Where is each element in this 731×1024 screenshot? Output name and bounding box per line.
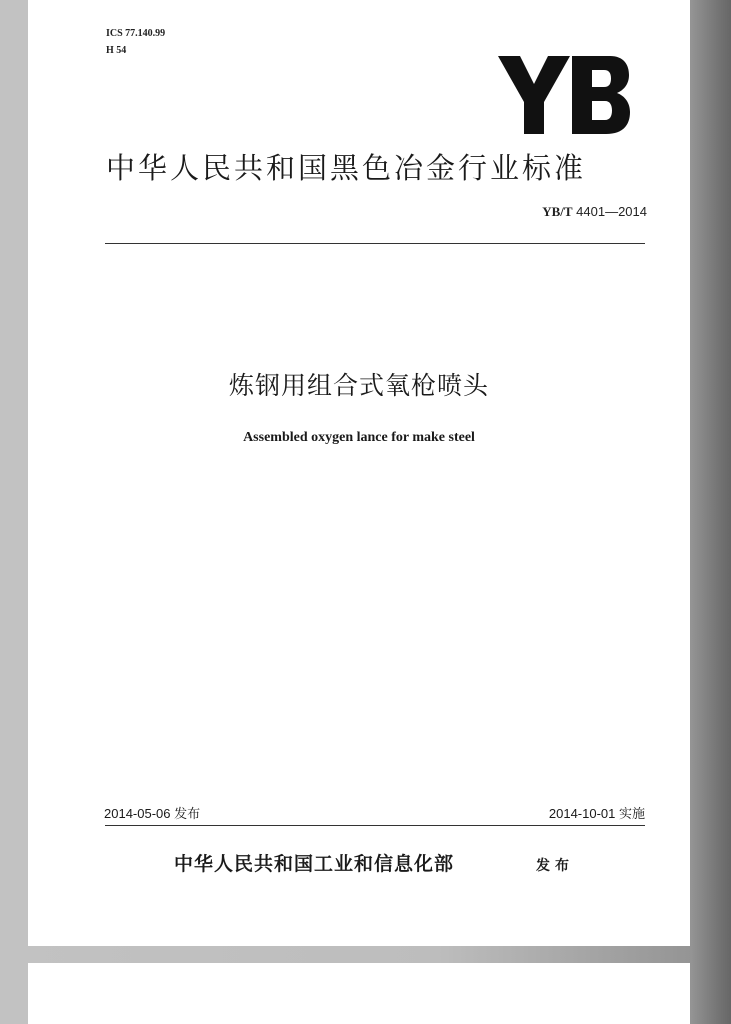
standard-organization: 中华人民共和国黑色冶金行业标准 <box>106 151 587 185</box>
ics-code: ICS 77.140.99 <box>106 28 166 39</box>
viewer-edge-shadow <box>691 0 731 1024</box>
issue-date: 2014-05-06 发布 <box>104 806 201 821</box>
ccs-code: H 54 <box>106 45 127 56</box>
footer-divider <box>105 825 645 826</box>
implementation-date: 2014-10-01 实施 <box>548 806 645 821</box>
document-page <box>28 0 690 946</box>
next-page <box>28 963 690 1024</box>
title-chinese: 炼钢用组合式氧枪喷头 <box>228 371 489 400</box>
standard-code-number: 4401—2014 <box>576 204 647 219</box>
standard-code <box>542 204 647 220</box>
yb-logo <box>498 56 630 136</box>
header-divider <box>105 243 645 244</box>
standard-code-prefix: YB/T <box>542 204 573 219</box>
publish-label: 发布 <box>536 858 574 874</box>
publisher-name: 中华人民共和国工业和信息化部 <box>174 853 455 875</box>
title-english: Assembled oxygen lance for make steel <box>243 430 475 445</box>
